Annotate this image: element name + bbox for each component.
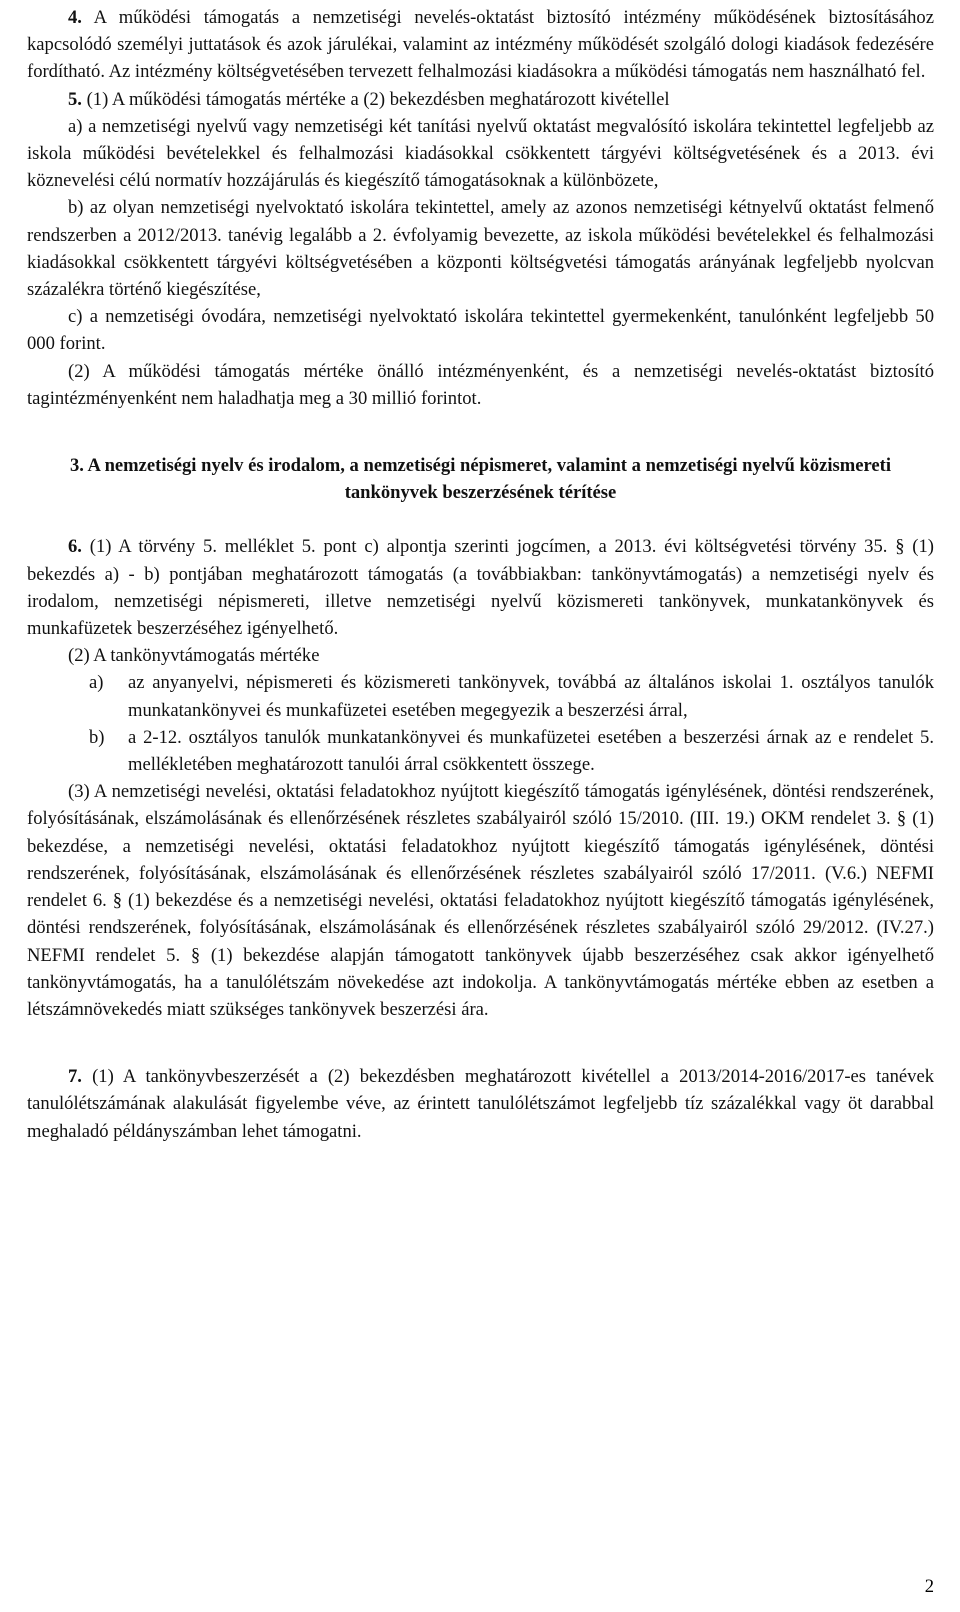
section-heading bbox=[27, 452, 934, 506]
list-item bbox=[27, 724, 934, 778]
list-item-text: az anyanyelvi, népismereti és közismereti tankönyvek, továbbá az általános iskolai 1. osztályos tanulók munkatankönyvei és munkafüzetei esetében megegyezik a beszerzési árral, bbox=[128, 672, 934, 721]
list-item-label: a) bbox=[89, 672, 104, 694]
paragraph-text: (1) A tankönyvbeszerzését a (2) bekezdésben meghatározott kivétellel a 2013/2014-2016/2017-es tanévek tanulólétszámának alakulását figyelembe véve, az érintett tanulólétszámot legfeljebb tíz százalékkal vagy öt darabbal meghaladó példányszámban lehet támogatni. bbox=[27, 1066, 934, 1142]
paragraph-text: (1) A működési támogatás mértéke a (2) bekezdésben meghatározott kivétellel bbox=[81, 88, 670, 110]
paragraph-text: (1) A törvény 5. melléklet 5. pont c) alpontja szerinti jogcímen, a 2013. évi költségvetési törvény 35. § (1) bekezdés a) - b) pontjában meghatározott támogatás (a továbbiakban: tankönyvtámogatás) a nemzetiségi nyelv és irodalom, nemzetiségi népismereti, illetve nemzetiségi nyelvű közismereti tankönyvek, munkatankönyvek és munkafüzetek beszerzéséhez igényelhető. bbox=[27, 536, 934, 640]
paragraph-number: 5. bbox=[68, 88, 82, 110]
list-item-label: b) bbox=[89, 726, 105, 748]
paragraph-number: 7. bbox=[68, 1066, 82, 1088]
paragraph-4 bbox=[27, 4, 934, 86]
paragraph-6 bbox=[27, 533, 934, 642]
paragraph-5-point-a: a) a nemzetiségi nyelvű vagy nemzetiségi két tanítási nyelvű oktatást megvalósító iskolára tekintettel legfeljebb az iskola működési bevételekkel és felhalmozási kiadásokkal csökkentett tárgyévi költségvetésének és a 2013. évi köznevelési célú normatív hozzájárulás és kiegészítő támogatásoknak a különbözete, bbox=[27, 115, 934, 192]
point-list bbox=[27, 669, 934, 778]
paragraph-7 bbox=[27, 1063, 934, 1145]
paragraph-5-subsection-2: (2) A működési támogatás mértéke önálló intézményenként, és a nemzetiségi nevelés-oktatást biztosító tagintézményenként nem haladhatja meg a 30 millió forintot. bbox=[27, 360, 934, 409]
paragraph-5-point-c: c) a nemzetiségi óvodára, nemzetiségi nyelvoktató iskolára tekintettel gyermekenként, tanulónként legfeljebb 50 000 forint. bbox=[27, 306, 934, 355]
page-number: 2 bbox=[924, 1576, 934, 1597]
paragraph-5-intro bbox=[27, 86, 934, 113]
list-item-text: a 2-12. osztályos tanulók munkatankönyvei és munkafüzetei esetében a beszerzési árnak az e rendelet 5. mellékletében meghatározott tanulói árral csökkentett összege. bbox=[128, 726, 934, 776]
paragraph-text: A működési támogatás a nemzetiségi nevelés-oktatást biztosító intézmény működésének biztosításához kapcsolódó személyi juttatások és azok járulékai, valamint az intézmény működését szolgáló dologi kiadások fedezésére fordítható. Az intézmény költségvetésében tervezett felhalmozási kiadásokra a működési támogatás nem használható fel. bbox=[27, 7, 934, 83]
paragraph-number: 4. bbox=[68, 7, 82, 28]
section-number: 3. bbox=[69, 455, 84, 477]
section-title: A nemzetiségi nyelv és irodalom, a nemzetiségi népismeret, valamint a nemzetiségi nyelvű közismereti tankönyvek beszerzésének térítése bbox=[83, 455, 892, 504]
paragraph-6-subsection-2: (2) A tankönyvtámogatás mértéke bbox=[68, 645, 320, 667]
list-item bbox=[27, 669, 934, 723]
paragraph-number: 6. bbox=[68, 536, 82, 558]
paragraph-6-subsection-3: (3) A nemzetiségi nevelési, oktatási feladatokhoz nyújtott kiegészítő támogatás igénylésének, döntési rendszerének, folyósításának, elszámolásának és ellenőrzésének részletes szabályairól szóló 15/2010. (III. 19.) OKM rendelet 3. § (1) bekezdése, a nemzetiségi nevelési, oktatási feladatokhoz nyújtott kiegészítő támogatás igénylésének, döntési rendszerének, folyósításának, elszámolásának és ellenőrzésének részletes szabályairól szóló 17/2011. (V.6.) NEFMI rendelet 6. § (1) bekezdése és a nemzetiségi nevelési, oktatási feladatokhoz nyújtott kiegészítő támogatás igénylésének, döntési rendszerének, folyósításának, elszámolásának és ellenőrzésének részletes szabályairól szóló 29/2012. (IV.27.) NEFMI rendelet 5. § (1) bekezdése alapján támogatott tankönyvek újabb beszerzéséhez csak akkor igényelhető tankönyvtámogatás, ha a tanulólétszám növekedése azt indokolja. A tankönyvtámogatás mértéke ebben az esetben a létszámnövekedés miatt szükséges tankönyvek beszerzési ára. bbox=[27, 781, 934, 1020]
paragraph-5-point-b: b) az olyan nemzetiségi nyelvoktató iskolára tekintettel, amely az azonos nemzetiségi kétnyelvű oktatást felmenő rendszerben a 2012/2013. tanévig legalább a 2. évfolyamig bevezette, az iskola működési bevételekkel és felhalmozási kiadásokkal csökkentett tárgyévi költségvetésében a központi költségvetési támogatás arányának legfeljebb nyolcvan százalékra történő kiegészítése, bbox=[27, 197, 934, 301]
